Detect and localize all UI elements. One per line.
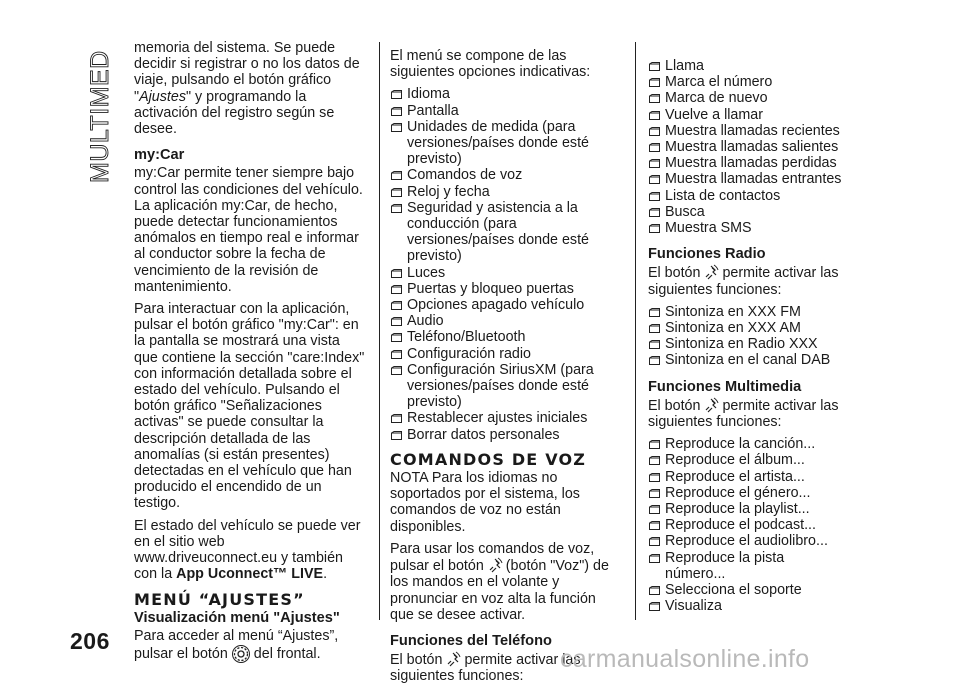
checkbox-bullet-icon: [649, 586, 660, 595]
text-span: El botón: [648, 265, 701, 282]
checkbox-bullet-icon: [649, 308, 660, 317]
list-item: [648, 469, 848, 485]
list-item-label: Borrar datos personales: [407, 426, 560, 443]
checkbox-bullet-icon: [649, 340, 660, 349]
list-item-label: Reproduce el artista...: [665, 468, 805, 485]
list-item: [390, 265, 622, 281]
voice-command-icon: [703, 397, 719, 413]
list-item-label: Muestra llamadas salientes: [665, 139, 839, 156]
paragraph-voice-usage: [390, 541, 622, 623]
column-divider-2: [635, 42, 636, 620]
list-item: [648, 582, 848, 598]
paragraph-mycar-usage: Para interactuar con la aplicación, pulsar el botón gráfico "my:Car": en la pantalla se mostrará una vista que contiene la sección "care:Index" con información detallada sobre el estado del vehículo. Pulsando el botón gráfico "Señalizaciones activas" se puede consultar la descripción detallada de las anomalías (si están presentes) detectadas en el vehículo que han producido el encendido de un testigo.: [134, 301, 365, 512]
list-item: [390, 103, 622, 119]
list-item: [648, 436, 848, 452]
list-item: [648, 304, 848, 320]
list-item: [648, 220, 848, 236]
checkbox-bullet-icon: [649, 356, 660, 365]
checkbox-bullet-icon: [391, 317, 402, 326]
list-item: [648, 517, 848, 533]
text-span: El estado del vehículo se puede ver en el sitio web www.driveuconnect.eu y también con la: [134, 517, 361, 583]
checkbox-bullet-icon: [649, 159, 660, 168]
list-item-label: Seguridad y asistencia a la conducción (para versiones/países donde esté previsto): [407, 199, 590, 265]
phone-functions-list: [648, 58, 848, 236]
list-item-label: Marca de nuevo: [665, 90, 768, 107]
list-item: [648, 155, 848, 171]
list-item: [390, 329, 622, 345]
list-item: [648, 107, 848, 123]
heading-mycar: my:Car: [134, 147, 185, 164]
page-number: 206: [70, 628, 110, 654]
checkbox-bullet-icon: [649, 505, 660, 514]
list-item-label: Luces: [407, 264, 446, 281]
checkbox-bullet-icon: [649, 473, 660, 482]
checkbox-bullet-icon: [649, 521, 660, 530]
list-item-label: Comandos de voz: [407, 167, 523, 184]
list-item: [390, 410, 622, 426]
list-item: [390, 362, 622, 411]
list-item-label: Restablecer ajustes iniciales: [407, 410, 588, 427]
side-section-title-text: MULTIMEDIA: [86, 50, 114, 183]
list-item: [390, 313, 622, 329]
list-item: [648, 320, 848, 336]
list-item: [390, 200, 622, 265]
list-item-label: Sintoniza en Radio XXX: [665, 336, 818, 353]
list-item-label: Llama: [665, 58, 704, 74]
heading-funciones-radio: Funciones Radio: [648, 246, 766, 263]
text-span: El botón: [648, 397, 701, 414]
list-item: [390, 281, 622, 297]
list-item-label: Muestra llamadas perdidas: [665, 155, 837, 172]
list-item-label: Audio: [407, 313, 444, 330]
list-item-label: Sintoniza en XXX FM: [665, 303, 801, 320]
list-item-label: Reproduce el álbum...: [665, 452, 805, 469]
list-item: [390, 167, 622, 183]
list-item-label: Unidades de medida (para versiones/países donde esté previsto): [407, 118, 590, 168]
list-item: [390, 86, 622, 102]
checkbox-bullet-icon: [649, 537, 660, 546]
list-item-label: Reproduce el género...: [665, 484, 811, 501]
list-item: [390, 119, 622, 168]
text-span: .: [323, 566, 328, 583]
list-item-label: Vuelve a llamar: [665, 106, 764, 123]
list-item-label: Reproduce el podcast...: [665, 517, 817, 534]
text-span: El botón: [390, 652, 443, 669]
paragraph-mycar-intro: my:Car permite tener siempre bajo control las condiciones del vehículo. La aplicación my:Car, de hecho, puede detectar funcionamientos anómalos en tiempo real e informar al conductor sobre la fecha de vencimiento de la revisión de mantenimiento.: [134, 165, 363, 295]
checkbox-bullet-icon: [649, 440, 660, 449]
list-item-label: Visualiza: [665, 598, 722, 615]
text-span: Para acceder al menú “Ajustes”, pulsar el botón: [134, 627, 339, 663]
checkbox-bullet-icon: [391, 204, 402, 213]
settings-gear-icon: [231, 644, 251, 664]
checkbox-bullet-icon: [649, 554, 660, 563]
side-section-title-svg: [78, 50, 118, 185]
list-item-label: Muestra SMS: [665, 220, 752, 237]
text-span: " y programando la activación del registro según se desee.: [134, 88, 335, 138]
column-3: [648, 40, 848, 621]
text-span: del frontal.: [253, 646, 321, 663]
app-name: App Uconnect™ LIVE: [176, 566, 324, 583]
list-item: [390, 427, 622, 443]
checkbox-bullet-icon: [391, 350, 402, 359]
list-item-label: Lista de contactos: [665, 187, 781, 204]
paragraph-menu-intro: El menú se compone de las siguientes opciones indicativas:: [390, 48, 591, 81]
paragraph-privacy: [134, 40, 366, 137]
checkbox-bullet-icon: [649, 111, 660, 120]
checkbox-bullet-icon: [649, 62, 660, 71]
checkbox-bullet-icon: [649, 175, 660, 184]
list-item: [648, 485, 848, 501]
paragraph-access-menu: [134, 628, 366, 664]
checkbox-bullet-icon: [649, 456, 660, 465]
heading-funciones-telefono: Funciones del Teléfono: [390, 632, 552, 649]
paragraph-multimedia: [648, 397, 848, 430]
heading-comandos-voz: COMANDOS DE VOZ: [390, 449, 587, 469]
list-item: [648, 598, 848, 614]
list-item: [648, 74, 848, 90]
list-item: [648, 188, 848, 204]
radio-functions-list: [648, 304, 848, 369]
side-section-title: [78, 50, 118, 185]
list-item-label: Sintoniza en el canal DAB: [665, 352, 831, 369]
heading-visualizacion: Visualización menú "Ajustes": [134, 609, 340, 626]
checkbox-bullet-icon: [391, 90, 402, 99]
list-item: [390, 184, 622, 200]
list-item: [390, 297, 622, 313]
list-item: [648, 336, 848, 352]
list-item-label: Configuración SiriusXM (para versiones/países donde esté previsto): [407, 361, 594, 411]
text-span: permite activar las siguientes funciones:: [648, 265, 839, 298]
list-item-label: Reproduce la canción...: [665, 436, 816, 453]
checkbox-bullet-icon: [649, 192, 660, 201]
list-item-label: Reproduce la pista número...: [665, 549, 785, 582]
checkbox-bullet-icon: [391, 188, 402, 197]
paragraph-vehicle-status: [134, 518, 366, 583]
list-item: [648, 352, 848, 368]
list-item-label: Selecciona el soporte: [665, 582, 802, 599]
list-item-label: Reloj y fecha: [407, 183, 490, 200]
checkbox-bullet-icon: [391, 269, 402, 278]
paragraph-radio: [648, 264, 848, 297]
checkbox-bullet-icon: [649, 94, 660, 103]
heading-menu-ajustes: MENÚ “AJUSTES”: [134, 589, 305, 609]
italic-ajustes: Ajustes: [139, 88, 186, 105]
watermark: carmanualsonline.info: [560, 645, 810, 673]
checkbox-bullet-icon: [391, 171, 402, 180]
checkbox-bullet-icon: [649, 208, 660, 217]
paragraph-voice-note: NOTA Para los idiomas no soportados por el sistema, los comandos de voz no están disponibles.: [390, 470, 580, 535]
list-item-label: Muestra llamadas recientes: [665, 122, 840, 139]
checkbox-bullet-icon: [649, 324, 660, 333]
list-item: [648, 533, 848, 549]
checkbox-bullet-icon: [391, 431, 402, 440]
voice-command-icon: [487, 557, 503, 573]
list-item-label: Busca: [665, 203, 705, 220]
voice-command-icon: [445, 651, 461, 667]
list-item: [390, 346, 622, 362]
heading-funciones-multimedia: Funciones Multimedia: [648, 378, 802, 395]
list-item-label: Teléfono/Bluetooth: [407, 329, 526, 346]
checkbox-bullet-icon: [391, 285, 402, 294]
multimedia-functions-list: [648, 436, 848, 614]
text-span: Para usar los comandos de voz, pulsar el botón: [390, 540, 595, 575]
list-item-label: Puertas y bloqueo puertas: [407, 280, 574, 297]
list-item: [648, 123, 848, 139]
checkbox-bullet-icon: [391, 107, 402, 116]
list-item-label: Configuración radio: [407, 345, 531, 362]
column-1: [134, 40, 366, 670]
checkbox-bullet-icon: [649, 224, 660, 233]
checkbox-bullet-icon: [649, 602, 660, 611]
list-item-label: Idioma: [407, 86, 450, 103]
text-span: permite activar las siguientes funciones:: [390, 652, 581, 685]
checkbox-bullet-icon: [391, 414, 402, 423]
list-item: [648, 139, 848, 155]
list-item-label: Marca el número: [665, 74, 773, 91]
text-span: permite activar las siguientes funciones:: [648, 397, 839, 431]
checkbox-bullet-icon: [391, 366, 402, 375]
checkbox-bullet-icon: [649, 127, 660, 136]
list-item-label: Opciones apagado vehículo: [407, 297, 585, 314]
list-item: [648, 204, 848, 220]
text-span: (botón "Voz") de los mandos en el volante y pronunciar en voz alta la función que se desee activar.: [390, 558, 609, 623]
checkbox-bullet-icon: [649, 489, 660, 498]
text-span: memoria del sistema. Se puede decidir si registrar o no los datos de viaje, pulsando el botón gráfico ": [134, 40, 360, 105]
checkbox-bullet-icon: [649, 78, 660, 87]
list-item: [648, 90, 848, 106]
list-item-label: Muestra llamadas entrantes: [665, 171, 842, 188]
list-item-label: Pantalla: [407, 102, 459, 119]
list-item: [648, 58, 848, 74]
column-divider-1: [379, 42, 380, 620]
menu-options-list: [390, 86, 622, 442]
list-item: [648, 550, 848, 582]
list-item: [648, 501, 848, 517]
list-item: [648, 452, 848, 468]
list-item: [648, 171, 848, 187]
list-item-label: Reproduce la playlist...: [665, 501, 810, 518]
column-2: [390, 40, 622, 691]
list-item-label: Reproduce el audiolibro...: [665, 533, 828, 550]
list-item-label: Sintoniza en XXX AM: [665, 320, 801, 337]
checkbox-bullet-icon: [391, 333, 402, 342]
checkbox-bullet-icon: [649, 143, 660, 152]
checkbox-bullet-icon: [391, 123, 402, 132]
checkbox-bullet-icon: [391, 301, 402, 310]
voice-command-icon: [703, 264, 719, 280]
